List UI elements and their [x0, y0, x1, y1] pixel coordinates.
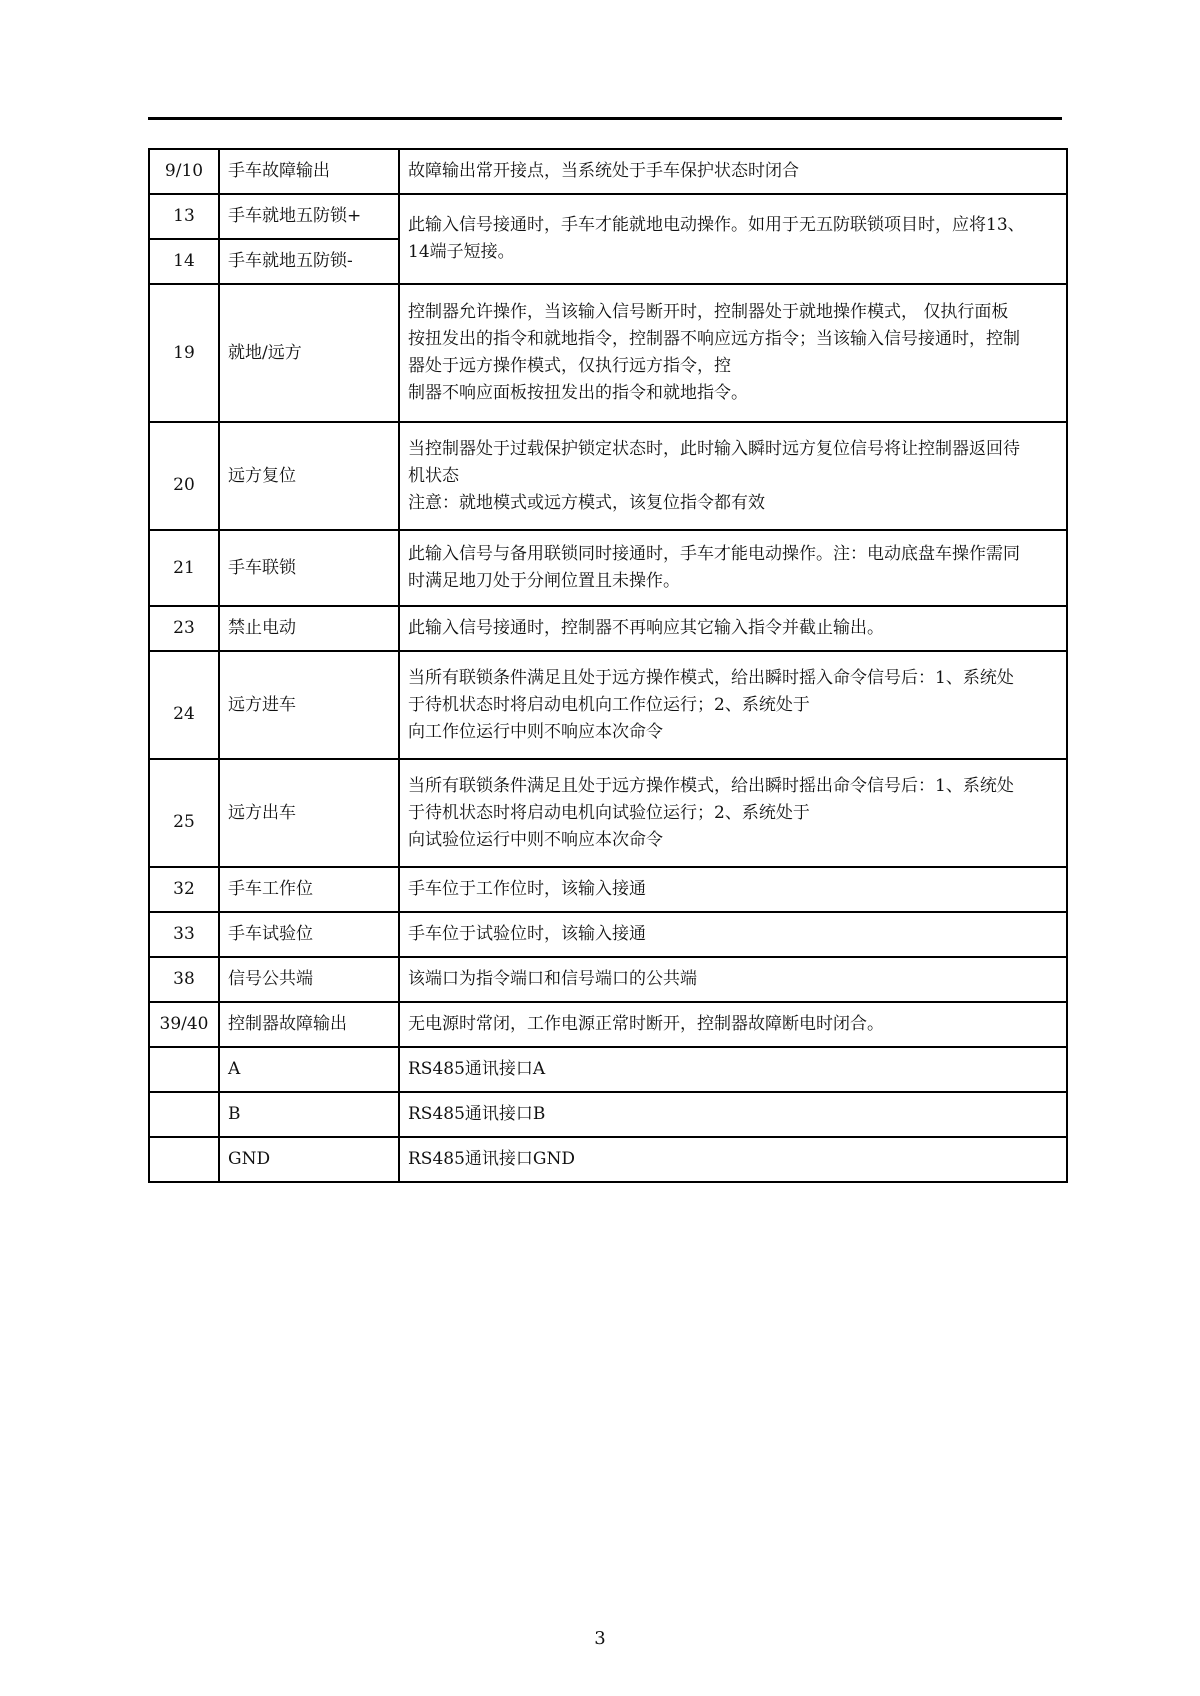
description-line: 当所有联锁条件满足且处于远方操作模式，给出瞬时摇出命令信号后：1、系统处 [408, 775, 1014, 796]
description-line: 机状态 [408, 465, 459, 486]
terminal-number: 25 [149, 759, 219, 867]
description-line: 此输入信号接通时，控制器不再响应其它输入指令并截止输出。 [408, 618, 884, 638]
terminal-name: 手车工作位 [219, 867, 399, 912]
terminal-name: 远方进车 [219, 651, 399, 759]
terminal-description [399, 1092, 1067, 1137]
terminal-number [149, 1047, 219, 1092]
header-rule [148, 117, 1062, 120]
terminal-number [149, 1092, 219, 1137]
terminal-number: 24 [149, 651, 219, 759]
description-line: 注意：就地模式或远方模式，该复位指令都有效 [408, 492, 765, 513]
terminal-description [399, 530, 1067, 606]
table-row [149, 1137, 1067, 1182]
terminal-description [399, 284, 1067, 422]
terminal-number: 9/10 [149, 149, 219, 194]
description-line: 手车位于试验位时，该输入接通 [408, 924, 646, 944]
terminal-number [149, 1137, 219, 1182]
table-row [149, 530, 1067, 606]
terminal-number: 19 [149, 284, 219, 422]
description-line: 器处于远方操作模式，仅执行远方指令，控 [408, 356, 731, 376]
terminal-number: 23 [149, 606, 219, 651]
table-row [149, 1092, 1067, 1137]
description-line: 向工作位运行中则不响应本次命令 [408, 721, 663, 742]
table-row [149, 957, 1067, 1002]
table-row [149, 1047, 1067, 1092]
terminal-name: 远方出车 [219, 759, 399, 867]
table-row [149, 194, 1067, 239]
table-row [149, 606, 1067, 651]
terminal-description [399, 1002, 1067, 1047]
description-line: 向试验位运行中则不响应本次命令 [408, 829, 663, 850]
terminal-name: 手车就地五防锁+ [219, 194, 399, 239]
terminal-description [399, 422, 1067, 530]
table-row [149, 867, 1067, 912]
terminal-name: 远方复位 [219, 422, 399, 530]
terminal-name: B [219, 1092, 399, 1137]
terminal-description [399, 1137, 1067, 1182]
terminal-name: GND [219, 1137, 399, 1182]
terminal-number: 33 [149, 912, 219, 957]
table-row [149, 759, 1067, 867]
terminal-number: 21 [149, 530, 219, 606]
table-row [149, 284, 1067, 422]
description-line: 于待机状态时将启动电机向试验位运行；2、系统处于 [408, 802, 810, 823]
description-line: 无电源时常闭，工作电源正常时断开，控制器故障断电时闭合。 [408, 1014, 884, 1034]
description-line: 此输入信号接通时，手车才能就地电动操作。如用于无五防联锁项目时，应将13、 [408, 215, 1025, 235]
terminal-table [148, 148, 1068, 1183]
table-row [149, 912, 1067, 957]
terminal-description [399, 1047, 1067, 1092]
terminal-number: 14 [149, 239, 219, 284]
terminal-name: 禁止电动 [219, 606, 399, 651]
terminal-number: 32 [149, 867, 219, 912]
terminal-name: 手车就地五防锁- [219, 239, 399, 284]
description-line: 控制器允许操作，当该输入信号断开时，控制器处于就地操作模式， 仅执行面板 [408, 302, 1009, 322]
terminal-description [399, 194, 1067, 284]
terminal-name: 就地/远方 [219, 284, 399, 422]
description-line: 14端子短接。 [408, 242, 515, 262]
terminal-name: 手车联锁 [219, 530, 399, 606]
description-line: RS485通讯接口GND [408, 1149, 575, 1169]
terminal-description [399, 867, 1067, 912]
description-line: 于待机状态时将启动电机向工作位运行；2、系统处于 [408, 694, 810, 715]
description-line: 时满足地刀处于分闸位置且未操作。 [408, 571, 680, 591]
terminal-description [399, 759, 1067, 867]
terminal-number: 38 [149, 957, 219, 1002]
terminal-number: 20 [149, 422, 219, 530]
table-row [149, 1002, 1067, 1047]
table-row [149, 149, 1067, 194]
terminal-name: A [219, 1047, 399, 1092]
page-number: 3 [594, 1628, 606, 1649]
terminal-name: 手车试验位 [219, 912, 399, 957]
description-line: 当所有联锁条件满足且处于远方操作模式，给出瞬时摇入命令信号后：1、系统处 [408, 667, 1014, 688]
terminal-description [399, 912, 1067, 957]
description-line: 手车位于工作位时，该输入接通 [408, 879, 646, 899]
description-line: 该端口为指令端口和信号端口的公共端 [408, 969, 697, 989]
table-row [149, 651, 1067, 759]
terminal-number: 39/40 [149, 1002, 219, 1047]
terminal-description [399, 606, 1067, 651]
terminal-name: 控制器故障输出 [219, 1002, 399, 1047]
description-line: 制器不响应面板按扭发出的指令和就地指令。 [408, 383, 748, 403]
terminal-description [399, 957, 1067, 1002]
terminal-description [399, 651, 1067, 759]
description-line: 按扭发出的指令和就地指令，控制器不响应远方指令；当该输入信号接通时，控制 [408, 329, 1020, 349]
terminal-name: 信号公共端 [219, 957, 399, 1002]
description-line: 当控制器处于过载保护锁定状态时，此时输入瞬时远方复位信号将让控制器返回待 [408, 438, 1020, 459]
terminal-number: 13 [149, 194, 219, 239]
table-row [149, 422, 1067, 530]
description-line: RS485通讯接口A [408, 1059, 546, 1079]
terminal-name: 手车故障输出 [219, 149, 399, 194]
description-line: RS485通讯接口B [408, 1104, 546, 1124]
terminal-description [399, 149, 1067, 194]
description-line: 此输入信号与备用联锁同时接通时，手车才能电动操作。注：电动底盘车操作需同 [408, 544, 1020, 564]
description-line: 故障输出常开接点，当系统处于手车保护状态时闭合 [408, 161, 799, 181]
